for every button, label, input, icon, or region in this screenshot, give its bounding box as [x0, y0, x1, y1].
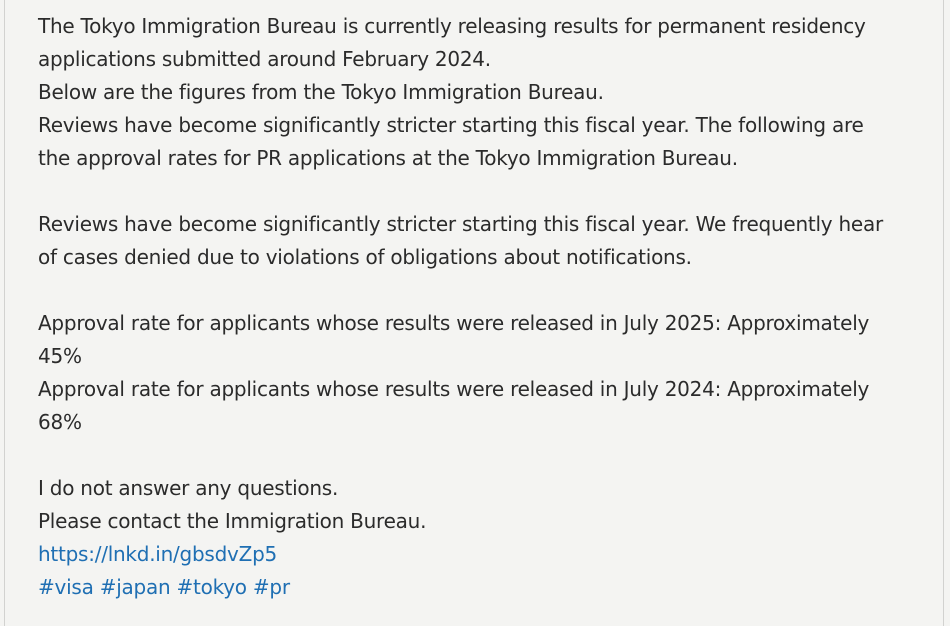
link-line — [38, 538, 930, 571]
post-text-line: the approval rates for PR applications at the Tokyo Immigration Bureau. — [38, 146, 738, 170]
post-text-line: I do not answer any questions. — [38, 476, 339, 500]
paragraph-spacer — [38, 274, 930, 307]
post-text-line: applications submitted around February 2024. — [38, 47, 491, 71]
post-text-line: Please contact the Immigration Bureau. — [38, 509, 427, 533]
card-left-border — [4, 0, 5, 626]
approval-rate-2024-label: Approval rate for applicants whose results were released in July 2024: Approximately — [38, 377, 870, 401]
approval-rate-2024-value: 68% — [38, 410, 82, 434]
paragraph-spacer — [38, 175, 930, 208]
hashtag-list — [38, 571, 930, 604]
post-text-line: of cases denied due to violations of obligations about notifications. — [38, 245, 692, 269]
paragraph-reviews — [38, 208, 930, 274]
hashtag-japan[interactable]: #japan — [99, 575, 171, 599]
hashtag-tokyo[interactable]: #tokyo — [176, 575, 247, 599]
post-text-line: Reviews have become significantly stricter starting this fiscal year. The following are — [38, 113, 864, 137]
paragraph-approval-rates — [38, 307, 930, 439]
post-text-line: Reviews have become significantly stricter starting this fiscal year. We frequently hear — [38, 212, 883, 236]
approval-rate-2025-label: Approval rate for applicants whose results were released in July 2025: Approximately — [38, 311, 870, 335]
post-text-line: Below are the figures from the Tokyo Immigration Bureau. — [38, 80, 604, 104]
card-right-border — [943, 0, 944, 626]
post-link[interactable]: https://lnkd.in/gbsdvZp5 — [38, 542, 277, 566]
hashtag-visa[interactable]: #visa — [38, 575, 94, 599]
hashtag-pr[interactable]: #pr — [252, 575, 290, 599]
approval-rate-2025-value: 45% — [38, 344, 82, 368]
paragraph-intro — [38, 10, 930, 175]
paragraph-closing — [38, 472, 930, 604]
post-text-line: The Tokyo Immigration Bureau is currently releasing results for permanent residency — [38, 14, 866, 38]
paragraph-spacer — [38, 439, 930, 472]
post-body — [38, 10, 930, 604]
